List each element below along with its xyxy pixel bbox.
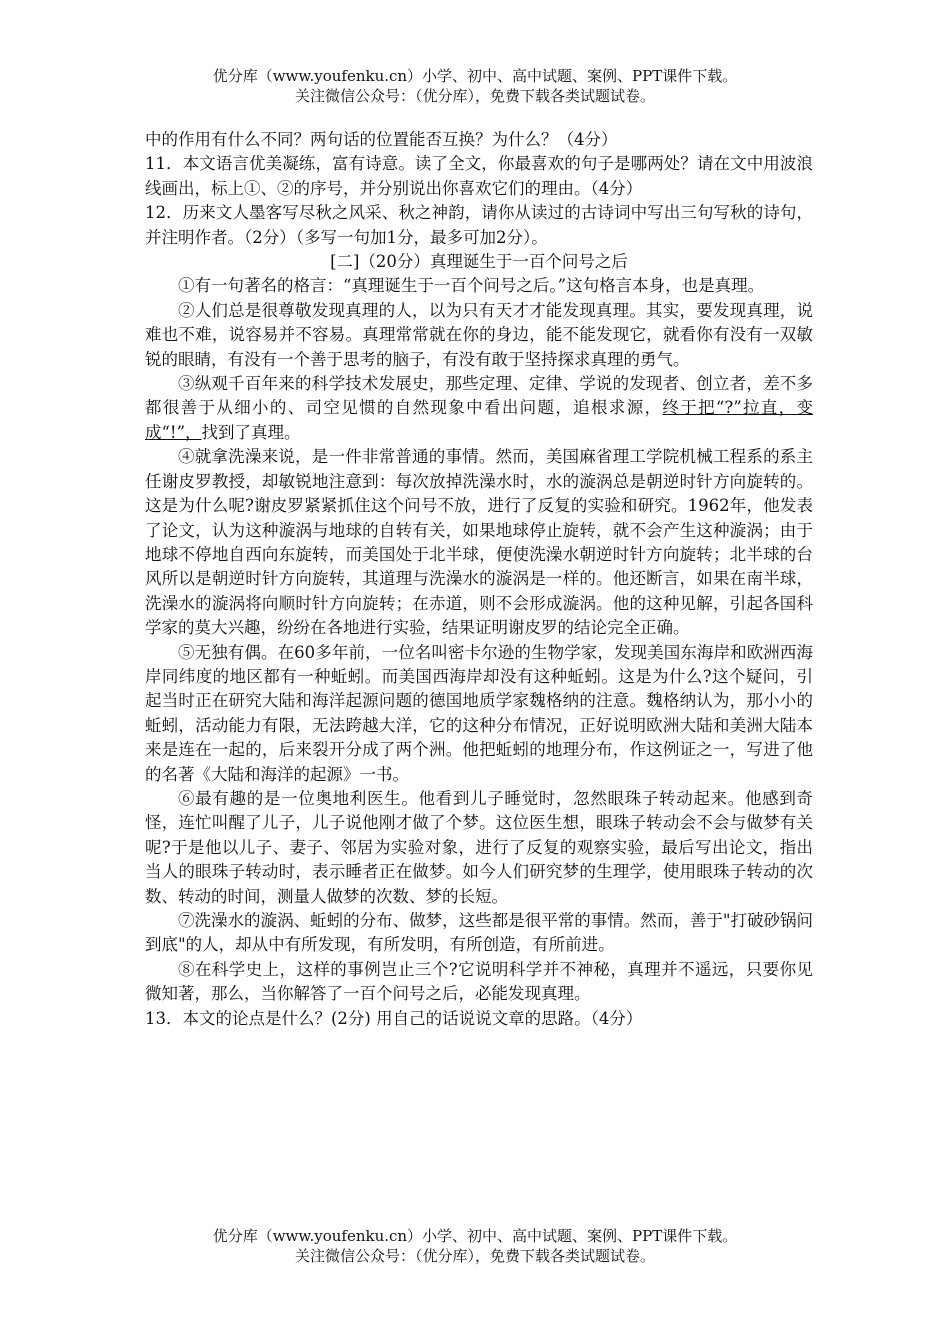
document-body [145,128,813,1031]
question-12: 12．历来文人墨客写尽秋之风采、秋之神韵，请你从读过的古诗词中写出三句写秋的诗句，并注明作者。（2分）（多写一句加1分，最多可加2分）。 [145,203,813,247]
footer-line-2: 关注微信公众号：（优分库），免费下载各类试题试卷。 [294,1247,655,1265]
footer-line-1: 优分库（www.youfenku.cn）小学、初中、高中试题、案例、PPT课件下载。 [212,1227,738,1245]
paragraph-3-part-c: 找到了真理。 [201,422,301,442]
question-13: 13．本文的论点是什么？(2分) 用自己的话说说文章的思路。（4分） [145,1008,643,1028]
paragraph-1: ①有一句著名的格言：“真理诞生于一百个问号之后。”这句格言本身，也是真理。 [178,276,765,296]
page-footer [0,1226,950,1266]
section-title: [二]（20分）真理诞生于一百个问号之后 [330,252,628,272]
paragraph-3-part-a: ③纵观千百年来的科学技术发展史，那些定理、定律、学说的发现者、创立者，差不多都很善于从细小的、司空见惯的自然现象中看出问题，追根求源， [145,374,813,418]
paragraph-5: ⑤无独有偶。在60多年前，一位名叫密卡尔逊的生物学家，发现美国东海岸和欧洲西海岸同纬度的地区都有一种蚯蚓。而美国西海岸却没有这种蚯蚓。这是为什么?这个疑问，引起当时正在研究大陆和海洋起源问题的德国地质学家魏格纳的注意。魏格纳认为，那小小的蚯蚓，活动能力有限，无法跨越大洋，它的这种分布情况，正好说明欧洲大陆和美洲大陆本来是连在一起的，后来裂开分成了两个洲。他把蚯蚓的地理分布，作这例证之一，写进了他的名著《大陆和海洋的起源》一书。 [145,642,813,784]
page-header [0,66,950,106]
question-11: 11．本文语言优美凝练，富有诗意。读了全文，你最喜欢的句子是哪两处？请在文中用波浪线画出，标上①、②的序号，并分别说出你喜欢它们的理由。（4分） [145,154,813,198]
header-line-1: 优分库（www.youfenku.cn）小学、初中、高中试题、案例、PPT课件下载。 [212,67,738,85]
paragraph-8: ⑧在科学史上，这样的事例岂止三个?它说明科学并不神秘，真理并不遥远，只要你见微知著，那么，当你解答了一百个问号之后，必能发现真理。 [145,959,813,1004]
paragraph-3 [145,372,813,445]
paragraph-6: ⑥最有趣的是一位奥地利医生。他看到儿子睡觉时，忽然眼珠子转动起来。他感到奇怪，连忙叫醒了儿子，儿子说他刚才做了个梦。这位医生想，眼珠子转动会不会与做梦有关呢?于是他以儿子、妻子、邻居为实验对象，进行了反复的观察实验，最后写出论文，指出当人的眼珠子转动时，表示睡者正在做梦。如今人们研究梦的生理学，使用眼珠子转动的次数、转动的时间，测量人做梦的次数、梦的长短。 [145,788,813,906]
header-line-2: 关注微信公众号：（优分库），免费下载各类试题试卷。 [294,87,655,105]
paragraph-2: ②人们总是很尊敬发现真理的人，以为只有天才才能发现真理。其实，要发现真理，说难也不难，说容易并不容易。真理常常就在你的身边，能不能发现它，就看你有没有一双敏锐的眼睛，有没有一个善于思考的脑子，有没有敢于坚持探求真理的勇气。 [145,300,813,369]
question-10-continuation: 中的作用有什么不同？两句话的位置能否互换？为什么？（4分） [145,130,618,149]
paragraph-4: ④就拿洗澡来说，是一件非常普通的事情。然而，美国麻省理工学院机械工程系的系主任谢皮罗教授，却敏锐地注意到：每次放掉洗澡水时，水的漩涡总是朝逆时针方向旋转的。这是为什么呢?谢皮罗紧紧抓住这个问号不放，进行了反复的实验和研究。1962年，他发表了论文，认为这种漩涡与地球的自转有关，如果地球停止旋转，就不会产生这种漩涡；由于地球不停地自西向东旋转，而美国处于北半球，便使洗澡水朝逆时针方向旋转；北半球的台风所以是朝逆时针方向旋转，其道理与洗澡水的漩涡是一样的。他还断言，如果在南半球，洗澡水的漩涡将向顺时针方向旋转；在赤道，则不会形成漩涡。他的这种见解，引起各国科学家的莫大兴趣，纷纷在各地进行实验，结果证明谢皮罗的结论完全正确。 [145,447,813,638]
underlined-phrase: 终于把“?”拉直，变成“!”， [145,398,814,442]
paragraph-7: ⑦洗澡水的漩涡、蚯蚓的分布、做梦，这些都是很平常的事情。然而，善于"打破砂锅问到底"的人，却从中有所发现，有所发明，有所创造，有所前进。 [145,911,813,955]
